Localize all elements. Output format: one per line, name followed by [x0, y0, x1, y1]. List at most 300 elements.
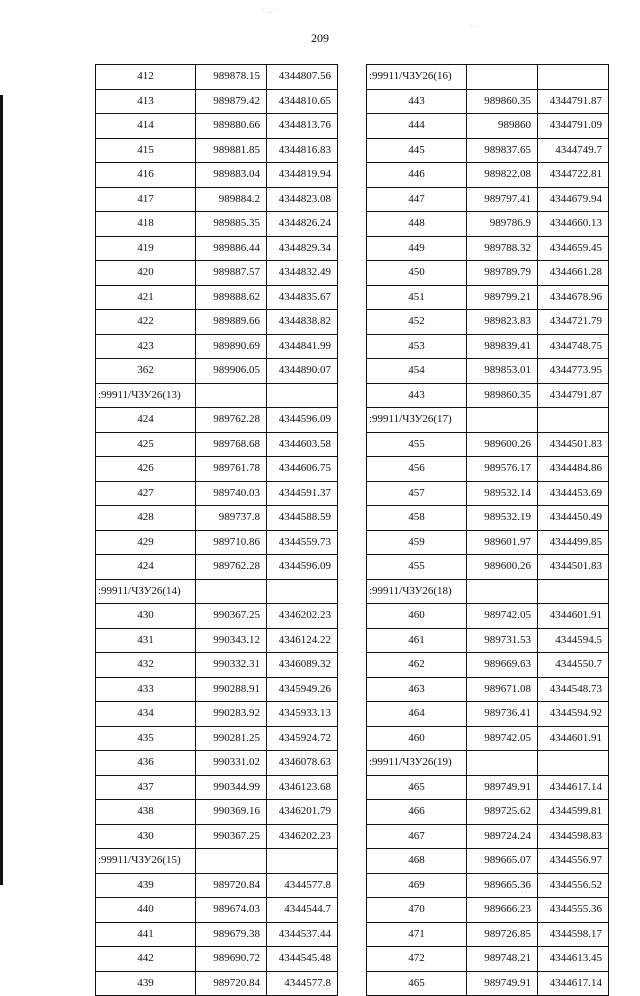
- y-coordinate-cell: 4344826.24: [267, 212, 338, 237]
- x-coordinate-cell: 989889.66: [196, 310, 267, 335]
- y-coordinate-cell: 4344601.91: [538, 604, 609, 629]
- point-number-cell: 464: [367, 702, 467, 727]
- table-row: [367, 383, 609, 408]
- x-coordinate-cell: 989789.79: [467, 261, 538, 286]
- x-coordinate-cell: 989888.62: [196, 285, 267, 310]
- y-coordinate-cell: 4344721.79: [538, 310, 609, 335]
- table-row: [367, 261, 609, 286]
- x-coordinate-cell: [467, 751, 538, 776]
- table-row: [96, 873, 338, 898]
- y-coordinate-cell: 4344577.8: [267, 971, 338, 996]
- table-row: [367, 359, 609, 384]
- y-coordinate-cell: 4344588.59: [267, 506, 338, 531]
- y-coordinate-cell: 4344591.37: [267, 481, 338, 506]
- point-number-cell: 459: [367, 530, 467, 555]
- y-coordinate-cell: 4344810.65: [267, 89, 338, 114]
- y-coordinate-cell: 4344722.81: [538, 163, 609, 188]
- x-coordinate-cell: 989725.62: [467, 800, 538, 825]
- parcel-label-cell: :99911/ЧЗУ26(16): [367, 65, 467, 90]
- point-number-cell: 458: [367, 506, 467, 531]
- table-row: [367, 285, 609, 310]
- x-coordinate-cell: 989665.36: [467, 873, 538, 898]
- table-row: [367, 677, 609, 702]
- x-coordinate-cell: 989720.84: [196, 971, 267, 996]
- y-coordinate-cell: 4344823.08: [267, 187, 338, 212]
- y-coordinate-cell: 4344749.7: [538, 138, 609, 163]
- y-coordinate-cell: 4344748.75: [538, 334, 609, 359]
- x-coordinate-cell: 989674.03: [196, 898, 267, 923]
- x-coordinate-cell: 989860.35: [467, 89, 538, 114]
- table-row: [96, 359, 338, 384]
- x-coordinate-cell: 989576.17: [467, 457, 538, 482]
- table-row: [96, 628, 338, 653]
- y-coordinate-cell: 4344594.92: [538, 702, 609, 727]
- table-row: [367, 922, 609, 947]
- x-coordinate-cell: 989853.01: [467, 359, 538, 384]
- x-coordinate-cell: 989762.28: [196, 408, 267, 433]
- point-number-cell: 454: [367, 359, 467, 384]
- x-coordinate-cell: 990369.16: [196, 800, 267, 825]
- point-number-cell: 443: [367, 89, 467, 114]
- table-row: [367, 310, 609, 335]
- x-coordinate-cell: 989860: [467, 114, 538, 139]
- point-number-cell: 453: [367, 334, 467, 359]
- x-coordinate-cell: 989799.21: [467, 285, 538, 310]
- point-number-cell: 413: [96, 89, 196, 114]
- table-row: [96, 187, 338, 212]
- table-row: [367, 163, 609, 188]
- point-number-cell: 465: [367, 775, 467, 800]
- x-coordinate-cell: 989786.9: [467, 212, 538, 237]
- point-number-cell: 425: [96, 432, 196, 457]
- point-number-cell: 417: [96, 187, 196, 212]
- table-row: [96, 89, 338, 114]
- x-coordinate-cell: 989690.72: [196, 947, 267, 972]
- point-number-cell: 436: [96, 751, 196, 776]
- y-coordinate-cell: 4344596.09: [267, 555, 338, 580]
- table-row: [96, 800, 338, 825]
- y-coordinate-cell: 4344601.91: [538, 726, 609, 751]
- y-coordinate-cell: 4344450.49: [538, 506, 609, 531]
- table-row: [367, 604, 609, 629]
- y-coordinate-cell: 4344791.87: [538, 383, 609, 408]
- x-coordinate-cell: 989532.19: [467, 506, 538, 531]
- x-coordinate-cell: 989665.07: [467, 849, 538, 874]
- scan-edge-rule: [0, 95, 3, 885]
- point-number-cell: 471: [367, 922, 467, 947]
- x-coordinate-cell: 989887.57: [196, 261, 267, 286]
- table-row: [367, 506, 609, 531]
- x-coordinate-cell: 989742.05: [467, 604, 538, 629]
- point-number-cell: 433: [96, 677, 196, 702]
- point-number-cell: 449: [367, 236, 467, 261]
- table-row: [367, 775, 609, 800]
- point-number-cell: 434: [96, 702, 196, 727]
- point-number-cell: 441: [96, 922, 196, 947]
- y-coordinate-cell: 4344617.14: [538, 971, 609, 996]
- parcel-label-cell: :99911/ЧЗУ26(18): [367, 579, 467, 604]
- y-coordinate-cell: 4344484.86: [538, 457, 609, 482]
- y-coordinate-cell: [538, 408, 609, 433]
- point-number-cell: 466: [367, 800, 467, 825]
- y-coordinate-cell: 4344813.76: [267, 114, 338, 139]
- y-coordinate-cell: [267, 383, 338, 408]
- point-number-cell: 443: [367, 383, 467, 408]
- point-number-cell: 451: [367, 285, 467, 310]
- x-coordinate-cell: 989768.68: [196, 432, 267, 457]
- table-row: [367, 555, 609, 580]
- point-number-cell: 468: [367, 849, 467, 874]
- point-number-cell: 362: [96, 359, 196, 384]
- table-row: [96, 653, 338, 678]
- y-coordinate-cell: 4345949.26: [267, 677, 338, 702]
- point-number-cell: 421: [96, 285, 196, 310]
- x-coordinate-cell: 989749.91: [467, 775, 538, 800]
- table-row: [367, 702, 609, 727]
- x-coordinate-cell: 989731.53: [467, 628, 538, 653]
- x-coordinate-cell: 989880.66: [196, 114, 267, 139]
- y-coordinate-cell: 4346078.63: [267, 751, 338, 776]
- y-coordinate-cell: [538, 579, 609, 604]
- y-coordinate-cell: [267, 849, 338, 874]
- point-number-cell: 461: [367, 628, 467, 653]
- y-coordinate-cell: 4344556.97: [538, 849, 609, 874]
- y-coordinate-cell: 4346089.32: [267, 653, 338, 678]
- y-coordinate-cell: 4344603.58: [267, 432, 338, 457]
- point-number-cell: 432: [96, 653, 196, 678]
- x-coordinate-cell: 989720.84: [196, 873, 267, 898]
- left-coordinates-table: [95, 64, 338, 996]
- point-number-cell: 415: [96, 138, 196, 163]
- point-number-cell: 439: [96, 971, 196, 996]
- page-number: 209: [311, 31, 329, 45]
- parcel-header-row: [96, 383, 338, 408]
- y-coordinate-cell: 4344555.36: [538, 898, 609, 923]
- x-coordinate-cell: 989671.08: [467, 677, 538, 702]
- x-coordinate-cell: 990281.25: [196, 726, 267, 751]
- table-row: [96, 261, 338, 286]
- table-row: [96, 555, 338, 580]
- point-number-cell: 418: [96, 212, 196, 237]
- y-coordinate-cell: 4344545.48: [267, 947, 338, 972]
- parcel-label-cell: :99911/ЧЗУ26(14): [96, 579, 196, 604]
- point-number-cell: 463: [367, 677, 467, 702]
- point-number-cell: 465: [367, 971, 467, 996]
- table-row: [96, 922, 338, 947]
- point-number-cell: 460: [367, 726, 467, 751]
- y-coordinate-cell: 4344596.09: [267, 408, 338, 433]
- y-coordinate-cell: 4344832.49: [267, 261, 338, 286]
- table-row: [96, 138, 338, 163]
- table-row: [96, 604, 338, 629]
- y-coordinate-cell: 4344577.8: [267, 873, 338, 898]
- x-coordinate-cell: 990331.02: [196, 751, 267, 776]
- x-coordinate-cell: 989879.42: [196, 89, 267, 114]
- scan-noise: · ‥ ·: [262, 6, 277, 15]
- parcel-header-row: [367, 65, 609, 90]
- parcel-header-row: [367, 408, 609, 433]
- table-row: [96, 702, 338, 727]
- y-coordinate-cell: 4345924.72: [267, 726, 338, 751]
- x-coordinate-cell: [196, 383, 267, 408]
- y-coordinate-cell: 4344559.73: [267, 530, 338, 555]
- table-row: [367, 800, 609, 825]
- x-coordinate-cell: 990367.25: [196, 604, 267, 629]
- y-coordinate-cell: 4344598.17: [538, 922, 609, 947]
- y-coordinate-cell: 4344501.83: [538, 555, 609, 580]
- x-coordinate-cell: [467, 408, 538, 433]
- x-coordinate-cell: 990283.92: [196, 702, 267, 727]
- x-coordinate-cell: 989532.14: [467, 481, 538, 506]
- y-coordinate-cell: 4345933.13: [267, 702, 338, 727]
- table-row: [367, 432, 609, 457]
- x-coordinate-cell: [467, 579, 538, 604]
- table-row: [96, 726, 338, 751]
- x-coordinate-cell: 989600.26: [467, 432, 538, 457]
- x-coordinate-cell: 989881.85: [196, 138, 267, 163]
- x-coordinate-cell: 989669.63: [467, 653, 538, 678]
- point-number-cell: 424: [96, 408, 196, 433]
- point-number-cell: 460: [367, 604, 467, 629]
- x-coordinate-cell: 989762.28: [196, 555, 267, 580]
- y-coordinate-cell: 4344544.7: [267, 898, 338, 923]
- y-coordinate-cell: 4344550.7: [538, 653, 609, 678]
- y-coordinate-cell: 4344773.95: [538, 359, 609, 384]
- y-coordinate-cell: [538, 751, 609, 776]
- parcel-label-cell: :99911/ЧЗУ26(19): [367, 751, 467, 776]
- x-coordinate-cell: 989710.86: [196, 530, 267, 555]
- y-coordinate-cell: [538, 65, 609, 90]
- table-row: [96, 824, 338, 849]
- y-coordinate-cell: 4344501.83: [538, 432, 609, 457]
- table-row: [367, 873, 609, 898]
- table-row: [96, 65, 338, 90]
- y-coordinate-cell: 4344599.81: [538, 800, 609, 825]
- point-number-cell: 427: [96, 481, 196, 506]
- point-number-cell: 422: [96, 310, 196, 335]
- x-coordinate-cell: 989724.24: [467, 824, 538, 849]
- y-coordinate-cell: 4344890.07: [267, 359, 338, 384]
- x-coordinate-cell: 990367.25: [196, 824, 267, 849]
- x-coordinate-cell: [196, 849, 267, 874]
- table-row: [96, 212, 338, 237]
- x-coordinate-cell: 989761.78: [196, 457, 267, 482]
- point-number-cell: 445: [367, 138, 467, 163]
- parcel-header-row: [96, 579, 338, 604]
- x-coordinate-cell: 989788.32: [467, 236, 538, 261]
- x-coordinate-cell: 989742.05: [467, 726, 538, 751]
- point-number-cell: 455: [367, 555, 467, 580]
- y-coordinate-cell: 4344678.96: [538, 285, 609, 310]
- table-row: [96, 163, 338, 188]
- y-coordinate-cell: 4344499.85: [538, 530, 609, 555]
- point-number-cell: 428: [96, 506, 196, 531]
- x-coordinate-cell: 989839.41: [467, 334, 538, 359]
- y-coordinate-cell: 4344791.87: [538, 89, 609, 114]
- y-coordinate-cell: 4346124.22: [267, 628, 338, 653]
- x-coordinate-cell: 989601.97: [467, 530, 538, 555]
- x-coordinate-cell: 990288.91: [196, 677, 267, 702]
- point-number-cell: 424: [96, 555, 196, 580]
- point-number-cell: 456: [367, 457, 467, 482]
- table-row: [367, 457, 609, 482]
- x-coordinate-cell: 989878.15: [196, 65, 267, 90]
- point-number-cell: 429: [96, 530, 196, 555]
- y-coordinate-cell: 4346201.79: [267, 800, 338, 825]
- table-row: [96, 898, 338, 923]
- table-row: [367, 89, 609, 114]
- point-number-cell: 412: [96, 65, 196, 90]
- point-number-cell: 440: [96, 898, 196, 923]
- table-row: [96, 677, 338, 702]
- table-row: [367, 971, 609, 996]
- table-row: [367, 187, 609, 212]
- y-coordinate-cell: 4344835.67: [267, 285, 338, 310]
- y-coordinate-cell: 4344659.45: [538, 236, 609, 261]
- y-coordinate-cell: 4344594.5: [538, 628, 609, 653]
- x-coordinate-cell: 989749.91: [467, 971, 538, 996]
- y-coordinate-cell: 4344661.28: [538, 261, 609, 286]
- y-coordinate-cell: 4344548.73: [538, 677, 609, 702]
- table-row: [367, 114, 609, 139]
- y-coordinate-cell: 4346123.68: [267, 775, 338, 800]
- point-number-cell: 439: [96, 873, 196, 898]
- y-coordinate-cell: 4344660.13: [538, 212, 609, 237]
- table-row: [96, 334, 338, 359]
- y-coordinate-cell: 4344556.52: [538, 873, 609, 898]
- x-coordinate-cell: 989890.69: [196, 334, 267, 359]
- x-coordinate-cell: 989736.41: [467, 702, 538, 727]
- x-coordinate-cell: 989823.83: [467, 310, 538, 335]
- table-row: [96, 310, 338, 335]
- point-number-cell: 438: [96, 800, 196, 825]
- x-coordinate-cell: 989886.44: [196, 236, 267, 261]
- x-coordinate-cell: 989726.85: [467, 922, 538, 947]
- x-coordinate-cell: 989906.05: [196, 359, 267, 384]
- y-coordinate-cell: 4344606.75: [267, 457, 338, 482]
- y-coordinate-cell: 4344807.56: [267, 65, 338, 90]
- x-coordinate-cell: [196, 579, 267, 604]
- point-number-cell: 426: [96, 457, 196, 482]
- x-coordinate-cell: 989740.03: [196, 481, 267, 506]
- y-coordinate-cell: 4344841.99: [267, 334, 338, 359]
- point-number-cell: 470: [367, 898, 467, 923]
- point-number-cell: 444: [367, 114, 467, 139]
- point-number-cell: 472: [367, 947, 467, 972]
- x-coordinate-cell: 989666.23: [467, 898, 538, 923]
- point-number-cell: 420: [96, 261, 196, 286]
- point-number-cell: 457: [367, 481, 467, 506]
- point-number-cell: 462: [367, 653, 467, 678]
- y-coordinate-cell: 4344613.45: [538, 947, 609, 972]
- table-row: [96, 971, 338, 996]
- table-row: [96, 506, 338, 531]
- y-coordinate-cell: 4344816.83: [267, 138, 338, 163]
- table-row: [367, 628, 609, 653]
- y-coordinate-cell: [267, 579, 338, 604]
- y-coordinate-cell: 4344453.69: [538, 481, 609, 506]
- y-coordinate-cell: 4344829.34: [267, 236, 338, 261]
- point-number-cell: 450: [367, 261, 467, 286]
- table-row: [96, 114, 338, 139]
- y-coordinate-cell: 4344679.94: [538, 187, 609, 212]
- x-coordinate-cell: [467, 65, 538, 90]
- x-coordinate-cell: 989797.41: [467, 187, 538, 212]
- table-row: [96, 236, 338, 261]
- y-coordinate-cell: 4344838.82: [267, 310, 338, 335]
- table-row: [96, 481, 338, 506]
- table-row: [367, 824, 609, 849]
- point-number-cell: 442: [96, 947, 196, 972]
- x-coordinate-cell: 989737.8: [196, 506, 267, 531]
- scan-noise: · ·: [470, 22, 478, 31]
- x-coordinate-cell: 990343.12: [196, 628, 267, 653]
- parcel-header-row: [367, 751, 609, 776]
- table-row: [367, 334, 609, 359]
- point-number-cell: 435: [96, 726, 196, 751]
- table-row: [367, 138, 609, 163]
- table-row: [367, 530, 609, 555]
- y-coordinate-cell: 4344537.44: [267, 922, 338, 947]
- y-coordinate-cell: 4344791.09: [538, 114, 609, 139]
- x-coordinate-cell: 990332.31: [196, 653, 267, 678]
- y-coordinate-cell: 4344617.14: [538, 775, 609, 800]
- point-number-cell: 419: [96, 236, 196, 261]
- parcel-label-cell: :99911/ЧЗУ26(15): [96, 849, 196, 874]
- point-number-cell: 430: [96, 604, 196, 629]
- point-number-cell: 437: [96, 775, 196, 800]
- table-row: [96, 285, 338, 310]
- right-coordinates-table: [366, 64, 609, 996]
- table-row: [367, 849, 609, 874]
- x-coordinate-cell: 990344.99: [196, 775, 267, 800]
- point-number-cell: 448: [367, 212, 467, 237]
- parcel-header-row: [367, 579, 609, 604]
- y-coordinate-cell: 4346202.23: [267, 604, 338, 629]
- point-number-cell: 469: [367, 873, 467, 898]
- x-coordinate-cell: 989600.26: [467, 555, 538, 580]
- y-coordinate-cell: 4344598.83: [538, 824, 609, 849]
- table-row: [96, 408, 338, 433]
- x-coordinate-cell: 989860.35: [467, 383, 538, 408]
- table-row: [367, 236, 609, 261]
- y-coordinate-cell: 4346202.23: [267, 824, 338, 849]
- point-number-cell: 467: [367, 824, 467, 849]
- point-number-cell: 431: [96, 628, 196, 653]
- parcel-header-row: [96, 849, 338, 874]
- point-number-cell: 446: [367, 163, 467, 188]
- y-coordinate-cell: 4344819.94: [267, 163, 338, 188]
- scan-noise: · · ·: [520, 888, 532, 897]
- point-number-cell: 452: [367, 310, 467, 335]
- table-row: [96, 751, 338, 776]
- point-number-cell: 430: [96, 824, 196, 849]
- point-number-cell: 423: [96, 334, 196, 359]
- table-row: [367, 726, 609, 751]
- x-coordinate-cell: 989883.04: [196, 163, 267, 188]
- parcel-label-cell: :99911/ЧЗУ26(17): [367, 408, 467, 433]
- point-number-cell: 414: [96, 114, 196, 139]
- table-row: [367, 212, 609, 237]
- table-row: [96, 432, 338, 457]
- x-coordinate-cell: 989837.65: [467, 138, 538, 163]
- point-number-cell: 447: [367, 187, 467, 212]
- table-row: [96, 457, 338, 482]
- table-row: [367, 481, 609, 506]
- x-coordinate-cell: 989748.21: [467, 947, 538, 972]
- table-row: [367, 898, 609, 923]
- table-row: [96, 775, 338, 800]
